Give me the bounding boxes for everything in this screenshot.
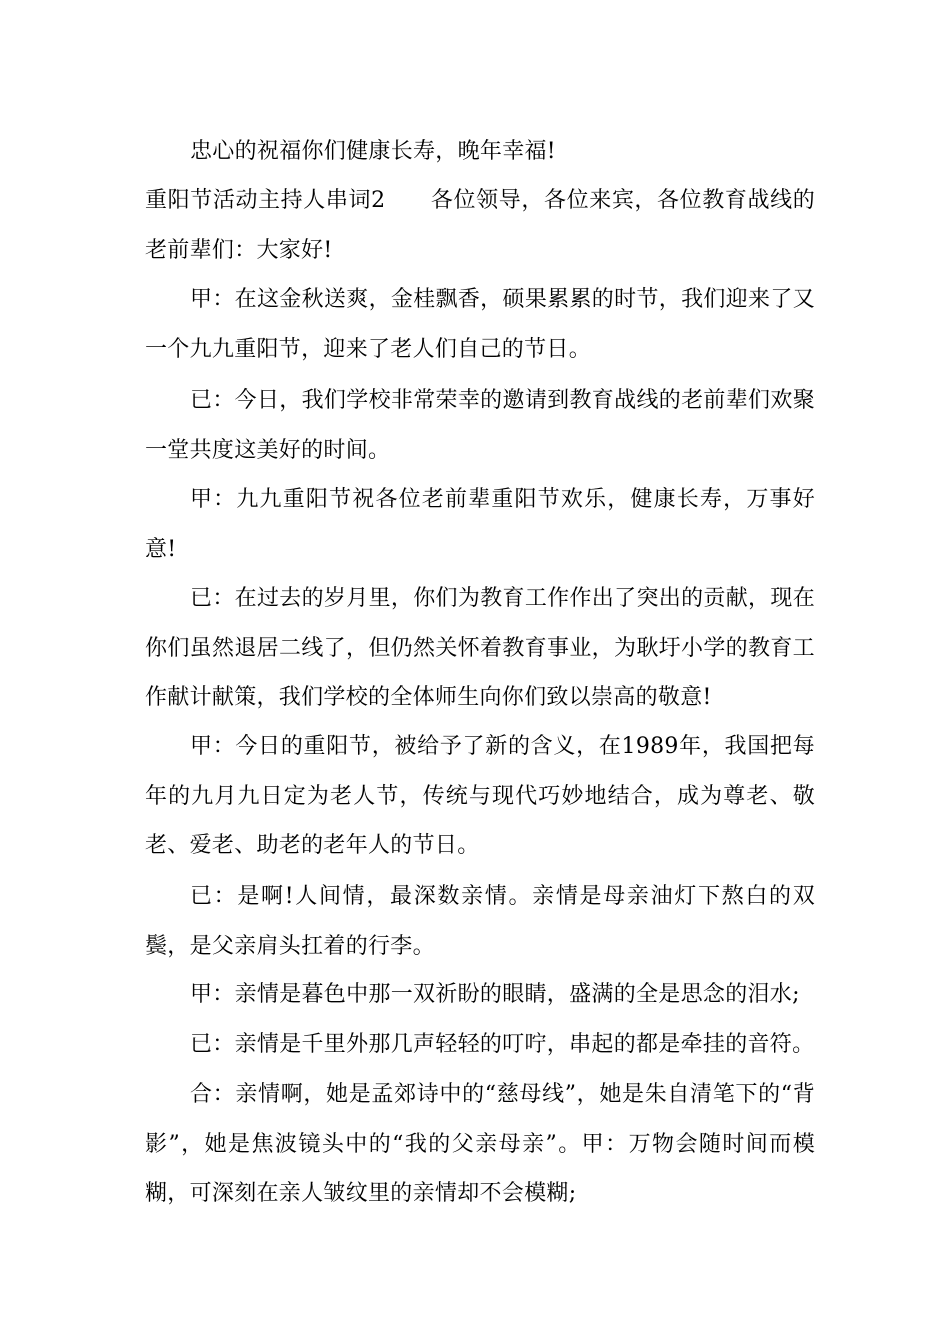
paragraph-yi-4: 已：亲情是千里外那几声轻轻的叮咛，串起的都是牵挂的音符。 <box>190 1032 815 1057</box>
paragraph-jia-2: 甲：九九重阳节祝各位老前辈重阳节欢乐，健康长寿，万事好意! <box>145 487 815 562</box>
paragraph-blessing: 忠心的祝福你们健康长寿，晚年幸福! <box>190 139 556 164</box>
paragraph-yi-3: 已：是啊!人间情，最深数亲情。亲情是母亲油灯下熬白的双鬓，是父亲肩头扛着的行李。 <box>145 884 815 959</box>
paragraph-jia-4: 甲：亲情是暮色中那一双祈盼的眼睛，盛满的全是思念的泪水; <box>190 982 800 1007</box>
paragraph-yi-2: 已：在过去的岁月里，你们为教育工作作出了突出的贡献，现在你们虽然退居二线了，但仍然关怀着教育事业，为耿圩小学的教育工作献计献策，我们学校的全体师生向你们致以崇高的敬意! <box>145 586 815 710</box>
paragraph-jia-3: 甲：今日的重阳节，被给予了新的含义，在1989年，我国把每年的九月九日定为老人节，传统与现代巧妙地结合，成为尊老、敬老、爱老、助老的老年人的节日。 <box>145 734 815 858</box>
paragraph-heading-greeting: 重阳节活动主持人串词2 各位领导，各位来宾，各位教育战线的老前辈们：大家好! <box>145 188 815 263</box>
paragraph-he-1: 合：亲情啊，她是孟郊诗中的“慈母线”，她是朱自清笔下的“背影”，她是焦波镜头中的“我的父亲母亲”。甲：万物会随时间而模糊，可深刻在亲人皱纹里的亲情却不会模糊; <box>145 1082 815 1206</box>
paragraph-jia-1: 甲：在这金秋送爽，金桂飘香，硕果累累的时节，我们迎来了又一个九九重阳节，迎来了老人们自己的节日。 <box>145 287 815 362</box>
paragraph-yi-1: 已：今日，我们学校非常荣幸的邀请到教育战线的老前辈们欢聚一堂共度这美好的时间。 <box>145 388 815 463</box>
